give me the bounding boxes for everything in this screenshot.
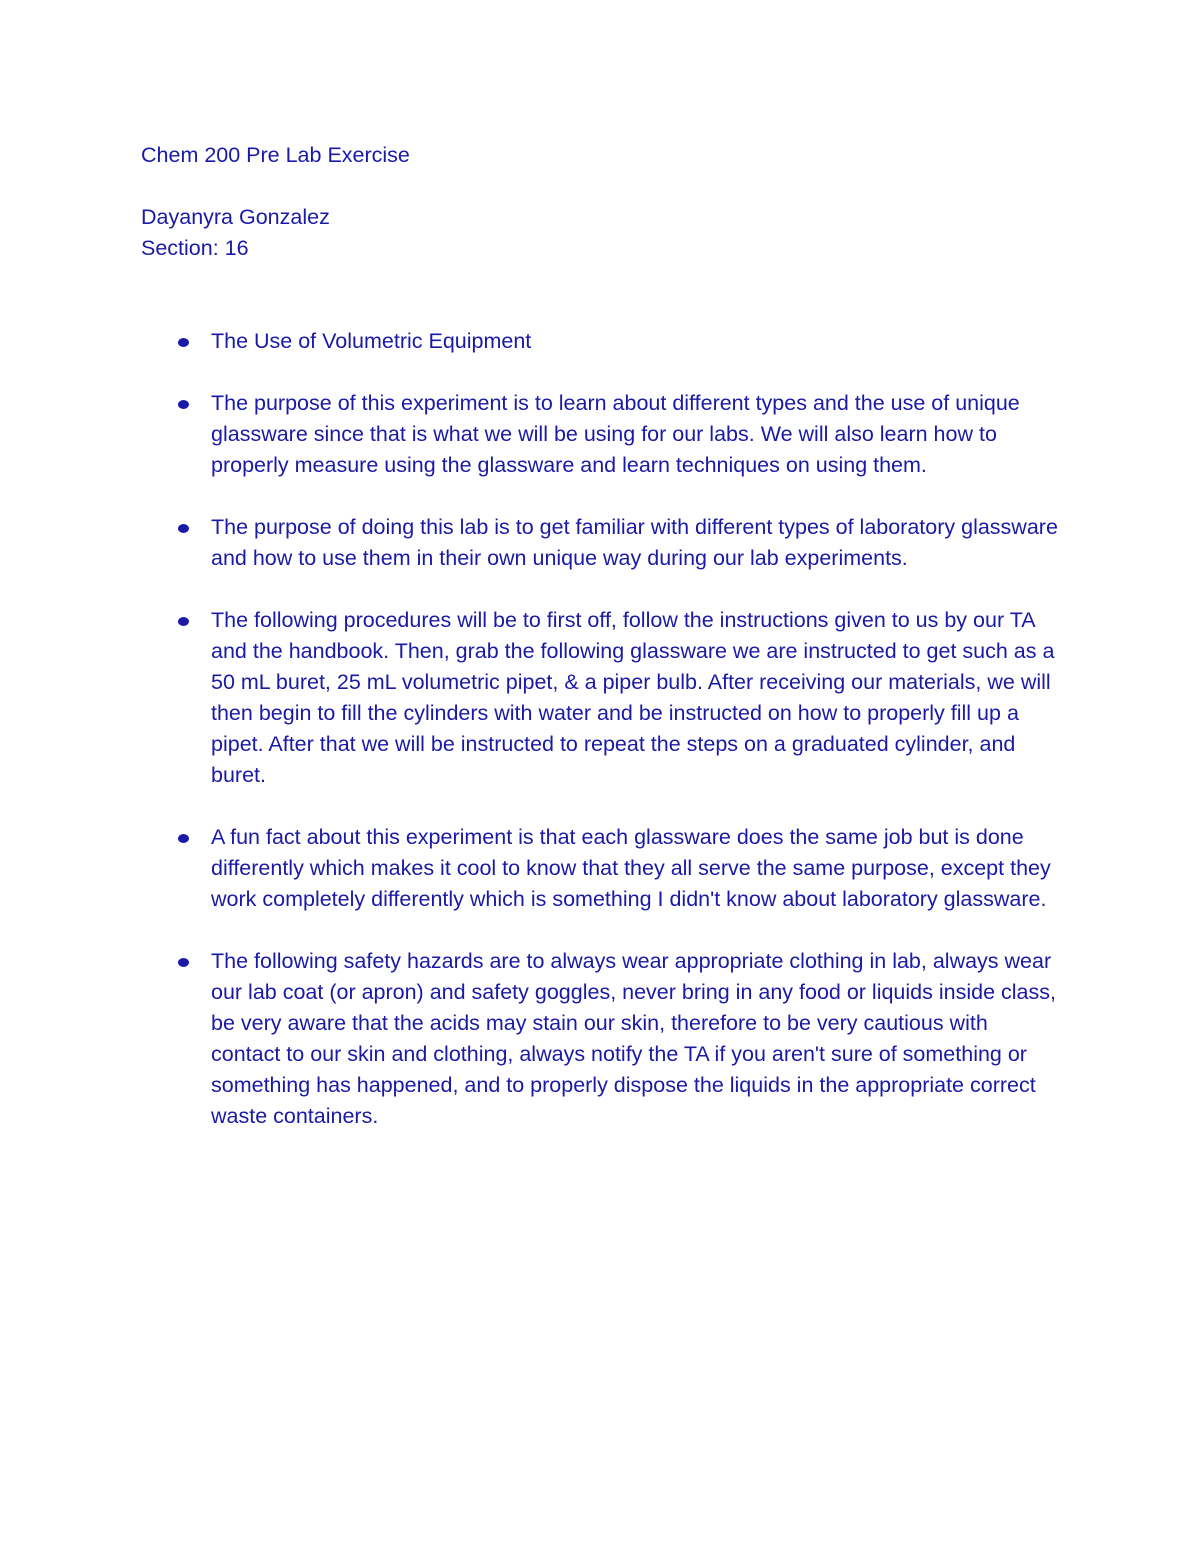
author-name: Dayanyra Gonzalez (141, 205, 330, 229)
list-item-text: The Use of Volumetric Equipment (211, 329, 532, 353)
bullet-icon (178, 617, 189, 626)
list-item-text: The purpose of doing this lab is to get familiar with different types of laboratory glassware and how to use them in their own unique way during our lab experiments. (211, 515, 1058, 570)
list-item-text: The following procedures will be to first off, follow the instructions given to us by our TA and the handbook. Then, grab the following glassware we are instructed to get such as a 50 mL buret, 25 mL volumetric pipet, & a piper bulb. After receiving our materials, we will then begin to fill the cylinders with water and be instructed on how to properly fill up a pipet. After that we will be instructed to repeat the steps on a graduated cylinder, and buret. (211, 608, 1055, 787)
list-item-text: The following safety hazards are to always wear appropriate clothing in lab, always wear our lab coat (or apron) and safety goggles, never bring in any food or liquids inside class, be very aware that the acids may stain our skin, therefore to be very cautious with contact to our skin and clothing, always notify the TA if you aren't sure of something or something has happened, and to properly dispose the liquids in the appropriate correct waste containers. (211, 949, 1056, 1128)
list-item (0, 512, 1061, 574)
list-item (0, 388, 1061, 481)
list-item (0, 946, 1061, 1132)
list-item (0, 822, 1061, 915)
bullet-icon (178, 958, 189, 967)
section-number: Section: 16 (141, 236, 249, 260)
bullet-icon (178, 400, 189, 409)
list-item (0, 605, 1061, 791)
list-item-text: The purpose of this experiment is to learn about different types and the use of unique glassware since that is what we will be using for our labs. We will also learn how to properly measure using the glassware and learn techniques on using them. (211, 391, 1020, 477)
bullet-icon (178, 834, 189, 843)
bullet-list (0, 326, 1200, 1163)
bullet-icon (178, 524, 189, 533)
document-title: Chem 200 Pre Lab Exercise (141, 143, 410, 167)
bullet-icon (178, 338, 189, 347)
list-item (0, 326, 1061, 357)
list-item-text: A fun fact about this experiment is that each glassware does the same job but is done differently which makes it cool to know that they all serve the same purpose, except they work completely differently which is something I didn't know about laboratory glassware. (211, 825, 1051, 911)
